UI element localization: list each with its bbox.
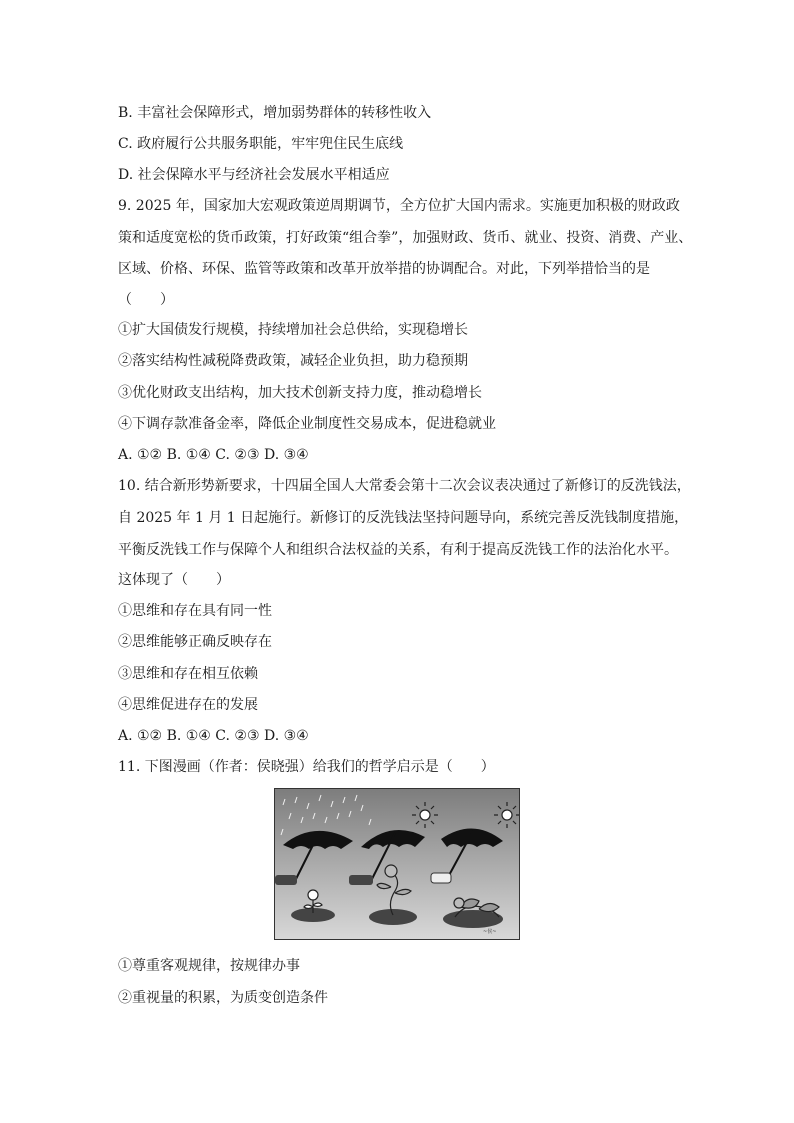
- cartoon-image: [274, 788, 520, 940]
- question-9-blank: （ ）: [118, 292, 174, 308]
- question-10-line-4: 这体现了（ ）: [118, 572, 230, 588]
- question-10-item-3: ③思维和存在相互依赖: [118, 666, 258, 682]
- question-10-line-1: 10. 结合新形势新要求，十四届全国人大常委会第十二次会议表决通过了新修订的反洗钱法，: [118, 478, 691, 494]
- line-option-c: C. 政府履行公共服务职能，牢牢兜住民生底线: [118, 136, 404, 152]
- question-10-line-2: 自 2025 年 1 月 1 日起施行。新修订的反洗钱法坚持问题导向，系统完善反洗钱制度措施，: [118, 510, 689, 526]
- question-9-item-2: ②落实结构性减税降费政策，减轻企业负担，助力稳预期: [118, 353, 468, 369]
- question-9-item-1: ①扩大国债发行规模，持续增加社会总供给，实现稳增长: [118, 322, 468, 338]
- line-option-b: B. 丰富社会保障形式，增加弱势群体的转移性收入: [118, 105, 432, 121]
- question-10-item-4: ④思维促进存在的发展: [118, 697, 258, 713]
- question-10-item-2: ②思维能够正确反映存在: [118, 634, 272, 650]
- line-option-d: D. 社会保障水平与经济社会发展水平相适应: [118, 167, 390, 183]
- question-9-item-4: ④下调存款准备金率，降低企业制度性交易成本，促进稳就业: [118, 416, 496, 432]
- question-9-line-3: 区域、价格、环保、监管等政策和改革开放举措的协调配合。对此，下列举措恰当的是: [118, 261, 650, 277]
- question-9-item-3: ③优化财政支出结构，加大技术创新支持力度，推动稳增长: [118, 385, 482, 401]
- question-9-line-2: 策和适度宽松的货币政策，打好政策“组合拳”，加强财政、货币、就业、投资、消费、产业、: [118, 230, 693, 246]
- question-10-line-3: 平衡反洗钱工作与保障个人和组织合法权益的关系，有利于提高反洗钱工作的法治化水平。: [118, 542, 678, 558]
- question-11-stem: 11. 下图漫画（作者：侯晓强）给我们的哲学启示是（ ）: [118, 759, 495, 775]
- question-11-item-1: ①尊重客观规律，按规律办事: [118, 958, 300, 974]
- question-11-item-2: ②重视量的积累，为质变创造条件: [118, 990, 328, 1006]
- question-9-line-1: 9. 2025 年，国家加大宏观政策逆周期调节，全方位扩大国内需求。实施更加积极的财政政: [118, 198, 680, 214]
- svg-text:~侯~: ~侯~: [483, 929, 497, 935]
- question-10-choices: A. ①② B. ①④ C. ②③ D. ③④: [118, 728, 309, 744]
- question-9-choices: A. ①② B. ①④ C. ②③ D. ③④: [118, 447, 309, 463]
- question-10-item-1: ①思维和存在具有同一性: [118, 603, 272, 619]
